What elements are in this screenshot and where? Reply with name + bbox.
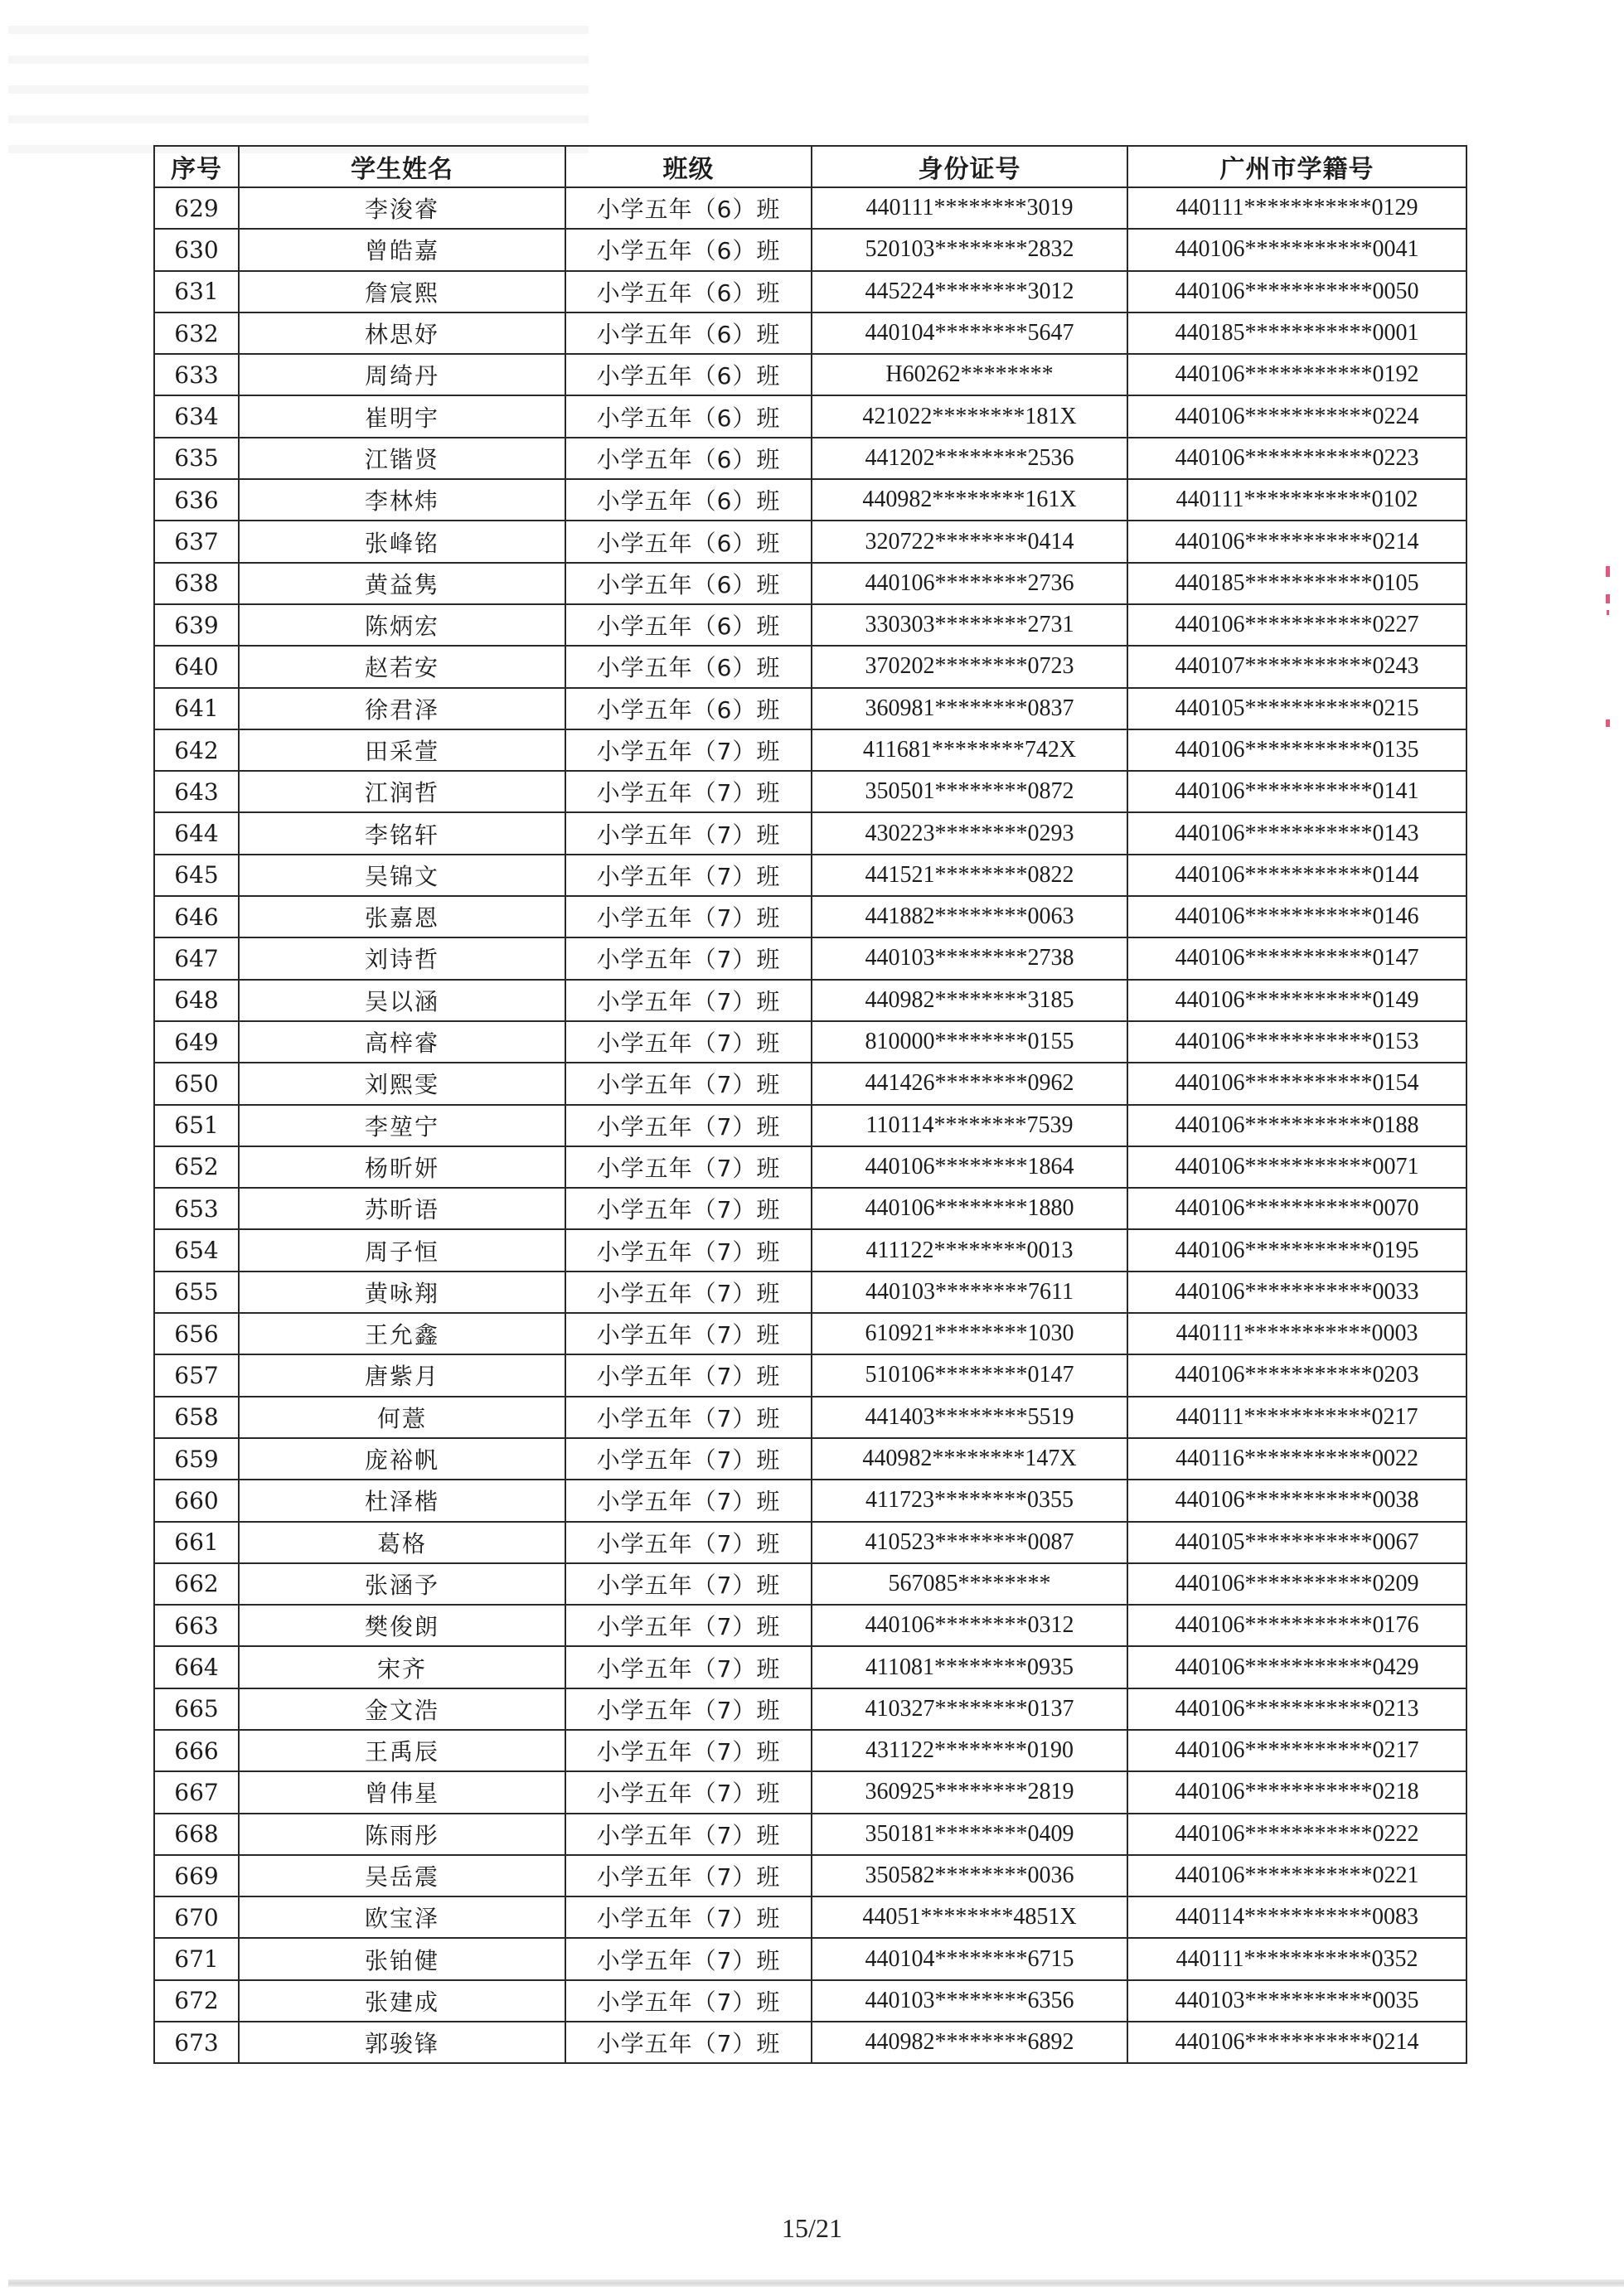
row-seq: 670 xyxy=(154,1896,239,1938)
gz-student-number: 440106***********0217 xyxy=(1127,1730,1466,1771)
gz-student-number: 440106***********0147 xyxy=(1127,937,1466,979)
class-name: 小学五年（7）班 xyxy=(565,812,812,854)
class-name: 小学五年（7）班 xyxy=(565,1438,812,1480)
row-seq: 668 xyxy=(154,1814,239,1855)
gz-student-number: 440116***********0022 xyxy=(1127,1438,1466,1480)
class-name: 小学五年（6）班 xyxy=(565,229,812,270)
class-name: 小学五年（7）班 xyxy=(565,1480,812,1521)
gz-student-number: 440106***********0176 xyxy=(1127,1605,1466,1646)
header-student-name: 学生姓名 xyxy=(239,146,565,187)
id-number: 440104********5647 xyxy=(812,312,1127,354)
table-row xyxy=(154,1021,1466,1063)
class-name: 小学五年（7）班 xyxy=(565,980,812,1021)
gz-student-number: 440185***********0001 xyxy=(1127,312,1466,354)
id-number: 810000********0155 xyxy=(812,1021,1127,1063)
gz-student-number: 440106***********0050 xyxy=(1127,271,1466,312)
id-number: 440982********147X xyxy=(812,1438,1127,1480)
student-name: 张涵予 xyxy=(239,1563,565,1605)
table-row xyxy=(154,563,1466,604)
id-number: 440103********6356 xyxy=(812,1980,1127,2022)
class-name: 小学五年（7）班 xyxy=(565,1688,812,1730)
student-name: 张嘉恩 xyxy=(239,896,565,937)
row-seq: 631 xyxy=(154,271,239,312)
gz-student-number: 440106***********0188 xyxy=(1127,1105,1466,1146)
table-row xyxy=(154,271,1466,312)
student-name: 吴锦文 xyxy=(239,855,565,896)
class-name: 小学五年（7）班 xyxy=(565,1563,812,1605)
class-name: 小学五年（7）班 xyxy=(565,729,812,771)
row-seq: 662 xyxy=(154,1563,239,1605)
row-seq: 647 xyxy=(154,937,239,979)
bleed-through-text xyxy=(8,12,589,153)
row-seq: 641 xyxy=(154,688,239,729)
gz-student-number: 440106***********0222 xyxy=(1127,1814,1466,1855)
student-name: 陈炳宏 xyxy=(239,604,565,646)
header-id-number: 身份证号 xyxy=(812,146,1127,187)
gz-student-number: 440106***********0195 xyxy=(1127,1229,1466,1271)
class-name: 小学五年（7）班 xyxy=(565,771,812,812)
row-seq: 660 xyxy=(154,1480,239,1521)
table-header-row xyxy=(154,146,1466,187)
table-row xyxy=(154,1480,1466,1521)
id-number: 510106********0147 xyxy=(812,1354,1127,1396)
class-name: 小学五年（7）班 xyxy=(565,1272,812,1313)
table-row xyxy=(154,1063,1466,1104)
id-number: 441521********0822 xyxy=(812,855,1127,896)
header-class: 班级 xyxy=(565,146,812,187)
table-row xyxy=(154,187,1466,229)
student-name: 李铭轩 xyxy=(239,812,565,854)
id-number: 431122********0190 xyxy=(812,1730,1127,1771)
row-seq: 659 xyxy=(154,1438,239,1480)
row-seq: 656 xyxy=(154,1313,239,1354)
row-seq: 632 xyxy=(154,312,239,354)
table-row xyxy=(154,855,1466,896)
row-seq: 636 xyxy=(154,479,239,521)
gz-student-number: 440106***********0038 xyxy=(1127,1480,1466,1521)
student-name: 吴以涵 xyxy=(239,980,565,1021)
row-seq: 634 xyxy=(154,395,239,437)
student-name: 王允鑫 xyxy=(239,1313,565,1354)
row-seq: 638 xyxy=(154,563,239,604)
gz-student-number: 440106***********0144 xyxy=(1127,855,1466,896)
id-number: 440111********3019 xyxy=(812,187,1127,229)
class-name: 小学五年（7）班 xyxy=(565,1313,812,1354)
id-number: 441202********2536 xyxy=(812,438,1127,479)
id-number: 411723********0355 xyxy=(812,1480,1127,1521)
id-number: 430223********0293 xyxy=(812,812,1127,854)
class-name: 小学五年（7）班 xyxy=(565,1855,812,1896)
gz-student-number: 440107***********0243 xyxy=(1127,646,1466,687)
row-seq: 646 xyxy=(154,896,239,937)
class-name: 小学五年（7）班 xyxy=(565,1146,812,1188)
table-row xyxy=(154,1313,1466,1354)
class-name: 小学五年（7）班 xyxy=(565,1229,812,1271)
gz-student-number: 440111***********0129 xyxy=(1127,187,1466,229)
gz-student-number: 440106***********0203 xyxy=(1127,1354,1466,1396)
id-number: 441426********0962 xyxy=(812,1063,1127,1104)
row-seq: 666 xyxy=(154,1730,239,1771)
class-name: 小学五年（7）班 xyxy=(565,1105,812,1146)
class-name: 小学五年（7）班 xyxy=(565,2022,812,2063)
gz-student-number: 440106***********0041 xyxy=(1127,229,1466,270)
class-name: 小学五年（7）班 xyxy=(565,1188,812,1229)
id-number: 445224********3012 xyxy=(812,271,1127,312)
table-row xyxy=(154,1522,1466,1563)
table-row xyxy=(154,1980,1466,2022)
class-name: 小学五年（6）班 xyxy=(565,438,812,479)
row-seq: 669 xyxy=(154,1855,239,1896)
student-name: 周子恒 xyxy=(239,1229,565,1271)
table-row xyxy=(154,812,1466,854)
class-name: 小学五年（6）班 xyxy=(565,354,812,395)
margin-mark xyxy=(1606,719,1610,727)
class-name: 小学五年（6）班 xyxy=(565,604,812,646)
header-seq: 序号 xyxy=(154,146,239,187)
row-seq: 667 xyxy=(154,1771,239,1813)
student-name: 王禹辰 xyxy=(239,1730,565,1771)
row-seq: 653 xyxy=(154,1188,239,1229)
row-seq: 630 xyxy=(154,229,239,270)
row-seq: 661 xyxy=(154,1522,239,1563)
gz-student-number: 440111***********0003 xyxy=(1127,1313,1466,1354)
id-number: 360925********2819 xyxy=(812,1771,1127,1813)
page-edge-shadow xyxy=(8,2279,1624,2287)
class-name: 小学五年（6）班 xyxy=(565,271,812,312)
table-row xyxy=(154,1938,1466,1979)
gz-student-number: 440106***********0192 xyxy=(1127,354,1466,395)
id-number: 440106********0312 xyxy=(812,1605,1127,1646)
gz-student-number: 440106***********0153 xyxy=(1127,1021,1466,1063)
table-row xyxy=(154,1438,1466,1480)
id-number: 440106********2736 xyxy=(812,563,1127,604)
student-name: 欧宝泽 xyxy=(239,1896,565,1938)
student-name: 周绮丹 xyxy=(239,354,565,395)
id-number: 350582********0036 xyxy=(812,1855,1127,1896)
row-seq: 642 xyxy=(154,729,239,771)
table-row xyxy=(154,1272,1466,1313)
class-name: 小学五年（7）班 xyxy=(565,1814,812,1855)
id-number: 441403********5519 xyxy=(812,1397,1127,1438)
id-number: 440982********6892 xyxy=(812,2022,1127,2063)
gz-student-number: 440106***********0070 xyxy=(1127,1188,1466,1229)
table-row xyxy=(154,1855,1466,1896)
gz-student-number: 440185***********0105 xyxy=(1127,563,1466,604)
class-name: 小学五年（7）班 xyxy=(565,1397,812,1438)
class-name: 小学五年（6）班 xyxy=(565,479,812,521)
student-name: 李林炜 xyxy=(239,479,565,521)
id-number: 440103********7611 xyxy=(812,1272,1127,1313)
id-number: 370202********0723 xyxy=(812,646,1127,687)
gz-student-number: 440106***********0146 xyxy=(1127,896,1466,937)
class-name: 小学五年（7）班 xyxy=(565,855,812,896)
row-seq: 672 xyxy=(154,1980,239,2022)
student-name: 杜泽楷 xyxy=(239,1480,565,1521)
gz-student-number: 440106***********0223 xyxy=(1127,438,1466,479)
student-name: 曾伟星 xyxy=(239,1771,565,1813)
student-name: 唐紫月 xyxy=(239,1354,565,1396)
row-seq: 648 xyxy=(154,980,239,1021)
row-seq: 671 xyxy=(154,1938,239,1979)
student-name: 江润哲 xyxy=(239,771,565,812)
student-name: 张铂健 xyxy=(239,1938,565,1979)
table-row xyxy=(154,771,1466,812)
gz-student-number: 440106***********0071 xyxy=(1127,1146,1466,1188)
gz-student-number: 440105***********0067 xyxy=(1127,1522,1466,1563)
page-number: 15/21 xyxy=(782,2213,842,2243)
id-number: 44051********4851X xyxy=(812,1896,1127,1938)
margin-mark xyxy=(1606,594,1610,603)
gz-student-number: 440114***********0083 xyxy=(1127,1896,1466,1938)
class-name: 小学五年（7）班 xyxy=(565,1605,812,1646)
table-row xyxy=(154,438,1466,479)
gz-student-number: 440111***********0102 xyxy=(1127,479,1466,521)
table-row xyxy=(154,1105,1466,1146)
student-name: 陈雨彤 xyxy=(239,1814,565,1855)
student-name: 葛格 xyxy=(239,1522,565,1563)
table-row xyxy=(154,1563,1466,1605)
table-row xyxy=(154,688,1466,729)
id-number: 330303********2731 xyxy=(812,604,1127,646)
table-row xyxy=(154,1646,1466,1688)
id-number: 441882********0063 xyxy=(812,896,1127,937)
student-name: 赵若安 xyxy=(239,646,565,687)
id-number: 440106********1864 xyxy=(812,1146,1127,1188)
id-number: 610921********1030 xyxy=(812,1313,1127,1354)
id-number: 567085******** xyxy=(812,1563,1127,1605)
row-seq: 633 xyxy=(154,354,239,395)
class-name: 小学五年（6）班 xyxy=(565,521,812,562)
student-name: 樊俊朗 xyxy=(239,1605,565,1646)
table-row xyxy=(154,729,1466,771)
row-seq: 640 xyxy=(154,646,239,687)
gz-student-number: 440106***********0209 xyxy=(1127,1563,1466,1605)
student-name: 徐君泽 xyxy=(239,688,565,729)
table-row xyxy=(154,479,1466,521)
table-row xyxy=(154,1814,1466,1855)
row-seq: 650 xyxy=(154,1063,239,1104)
student-name: 宋齐 xyxy=(239,1646,565,1688)
table-row xyxy=(154,354,1466,395)
class-name: 小学五年（6）班 xyxy=(565,395,812,437)
row-seq: 645 xyxy=(154,855,239,896)
row-seq: 643 xyxy=(154,771,239,812)
id-number: H60262******** xyxy=(812,354,1127,395)
row-seq: 664 xyxy=(154,1646,239,1688)
class-name: 小学五年（7）班 xyxy=(565,1021,812,1063)
student-name: 刘诗哲 xyxy=(239,937,565,979)
gz-student-number: 440106***********0149 xyxy=(1127,980,1466,1021)
id-number: 350181********0409 xyxy=(812,1814,1127,1855)
gz-student-number: 440106***********0429 xyxy=(1127,1646,1466,1688)
table-row xyxy=(154,937,1466,979)
student-name: 江锴贤 xyxy=(239,438,565,479)
class-name: 小学五年（7）班 xyxy=(565,937,812,979)
table-row xyxy=(154,896,1466,937)
student-name: 高梓睿 xyxy=(239,1021,565,1063)
student-name: 詹宸熙 xyxy=(239,271,565,312)
gz-student-number: 440106***********0214 xyxy=(1127,521,1466,562)
gz-student-number: 440106***********0213 xyxy=(1127,1688,1466,1730)
gz-student-number: 440106***********0135 xyxy=(1127,729,1466,771)
table-row xyxy=(154,1896,1466,1938)
student-name: 金文浩 xyxy=(239,1688,565,1730)
student-name: 曾皓嘉 xyxy=(239,229,565,270)
id-number: 440104********6715 xyxy=(812,1938,1127,1979)
student-name: 刘熙雯 xyxy=(239,1063,565,1104)
table-row xyxy=(154,604,1466,646)
student-name: 田采萱 xyxy=(239,729,565,771)
row-seq: 639 xyxy=(154,604,239,646)
table-row xyxy=(154,1605,1466,1646)
gz-student-number: 440106***********0141 xyxy=(1127,771,1466,812)
gz-student-number: 440106***********0143 xyxy=(1127,812,1466,854)
gz-student-number: 440106***********0227 xyxy=(1127,604,1466,646)
row-seq: 649 xyxy=(154,1021,239,1063)
gz-student-number: 440111***********0217 xyxy=(1127,1397,1466,1438)
row-seq: 663 xyxy=(154,1605,239,1646)
student-name: 崔明宇 xyxy=(239,395,565,437)
gz-student-number: 440103***********0035 xyxy=(1127,1980,1466,2022)
gz-student-number: 440106***********0218 xyxy=(1127,1771,1466,1813)
class-name: 小学五年（6）班 xyxy=(565,187,812,229)
table-row xyxy=(154,2022,1466,2063)
id-number: 411122********0013 xyxy=(812,1229,1127,1271)
class-name: 小学五年（7）班 xyxy=(565,1646,812,1688)
gz-student-number: 440106***********0224 xyxy=(1127,395,1466,437)
student-name: 张峰铭 xyxy=(239,521,565,562)
class-name: 小学五年（6）班 xyxy=(565,563,812,604)
class-name: 小学五年（7）班 xyxy=(565,1063,812,1104)
student-name: 林思妤 xyxy=(239,312,565,354)
table-row xyxy=(154,1771,1466,1813)
table-row xyxy=(154,980,1466,1021)
id-number: 410327********0137 xyxy=(812,1688,1127,1730)
gz-student-number: 440106***********0154 xyxy=(1127,1063,1466,1104)
row-seq: 665 xyxy=(154,1688,239,1730)
id-number: 520103********2832 xyxy=(812,229,1127,270)
table-row xyxy=(154,312,1466,354)
student-name: 黄益隽 xyxy=(239,563,565,604)
row-seq: 635 xyxy=(154,438,239,479)
row-seq: 654 xyxy=(154,1229,239,1271)
table-row xyxy=(154,1688,1466,1730)
id-number: 320722********0414 xyxy=(812,521,1127,562)
table-row xyxy=(154,1354,1466,1396)
id-number: 110114********7539 xyxy=(812,1105,1127,1146)
student-name: 杨昕妍 xyxy=(239,1146,565,1188)
student-name: 张建成 xyxy=(239,1980,565,2022)
row-seq: 673 xyxy=(154,2022,239,2063)
id-number: 421022********181X xyxy=(812,395,1127,437)
gz-student-number: 440106***********0221 xyxy=(1127,1855,1466,1896)
gz-student-number: 440111***********0352 xyxy=(1127,1938,1466,1979)
class-name: 小学五年（6）班 xyxy=(565,688,812,729)
gz-student-number: 440105***********0215 xyxy=(1127,688,1466,729)
table-body xyxy=(154,187,1466,2063)
student-name: 李堃宁 xyxy=(239,1105,565,1146)
table-row xyxy=(154,646,1466,687)
student-name: 吴岳震 xyxy=(239,1855,565,1896)
student-name: 黄咏翔 xyxy=(239,1272,565,1313)
id-number: 440103********2738 xyxy=(812,937,1127,979)
id-number: 440982********161X xyxy=(812,479,1127,521)
class-name: 小学五年（6）班 xyxy=(565,312,812,354)
class-name: 小学五年（6）班 xyxy=(565,646,812,687)
class-name: 小学五年（7）班 xyxy=(565,1771,812,1813)
id-number: 350501********0872 xyxy=(812,771,1127,812)
id-number: 440982********3185 xyxy=(812,980,1127,1021)
student-name: 苏昕语 xyxy=(239,1188,565,1229)
table-row xyxy=(154,1188,1466,1229)
student-roster-table xyxy=(153,145,1467,2064)
table-row xyxy=(154,395,1466,437)
row-seq: 652 xyxy=(154,1146,239,1188)
class-name: 小学五年（7）班 xyxy=(565,1730,812,1771)
row-seq: 657 xyxy=(154,1354,239,1396)
row-seq: 637 xyxy=(154,521,239,562)
gz-student-number: 440106***********0214 xyxy=(1127,2022,1466,2063)
class-name: 小学五年（7）班 xyxy=(565,1354,812,1396)
row-seq: 655 xyxy=(154,1272,239,1313)
class-name: 小学五年（7）班 xyxy=(565,1896,812,1938)
class-name: 小学五年（7）班 xyxy=(565,1980,812,2022)
id-number: 411681********742X xyxy=(812,729,1127,771)
id-number: 410523********0087 xyxy=(812,1522,1127,1563)
row-seq: 658 xyxy=(154,1397,239,1438)
id-number: 440106********1880 xyxy=(812,1188,1127,1229)
class-name: 小学五年（7）班 xyxy=(565,1522,812,1563)
row-seq: 629 xyxy=(154,187,239,229)
student-name: 庞裕帆 xyxy=(239,1438,565,1480)
header-gz-student-number: 广州市学籍号 xyxy=(1127,146,1466,187)
table-row xyxy=(154,1397,1466,1438)
student-name: 郭骏锋 xyxy=(239,2022,565,2063)
table-row xyxy=(154,1229,1466,1271)
row-seq: 644 xyxy=(154,812,239,854)
id-number: 360981********0837 xyxy=(812,688,1127,729)
margin-mark xyxy=(1606,566,1610,577)
margin-mark xyxy=(1607,610,1609,615)
student-name: 李浚睿 xyxy=(239,187,565,229)
id-number: 411081********0935 xyxy=(812,1646,1127,1688)
table-row xyxy=(154,1730,1466,1771)
table-row xyxy=(154,229,1466,270)
row-seq: 651 xyxy=(154,1105,239,1146)
table-row xyxy=(154,521,1466,562)
gz-student-number: 440106***********0033 xyxy=(1127,1272,1466,1313)
class-name: 小学五年（7）班 xyxy=(565,1938,812,1979)
student-name: 何薏 xyxy=(239,1397,565,1438)
class-name: 小学五年（7）班 xyxy=(565,896,812,937)
table-row xyxy=(154,1146,1466,1188)
